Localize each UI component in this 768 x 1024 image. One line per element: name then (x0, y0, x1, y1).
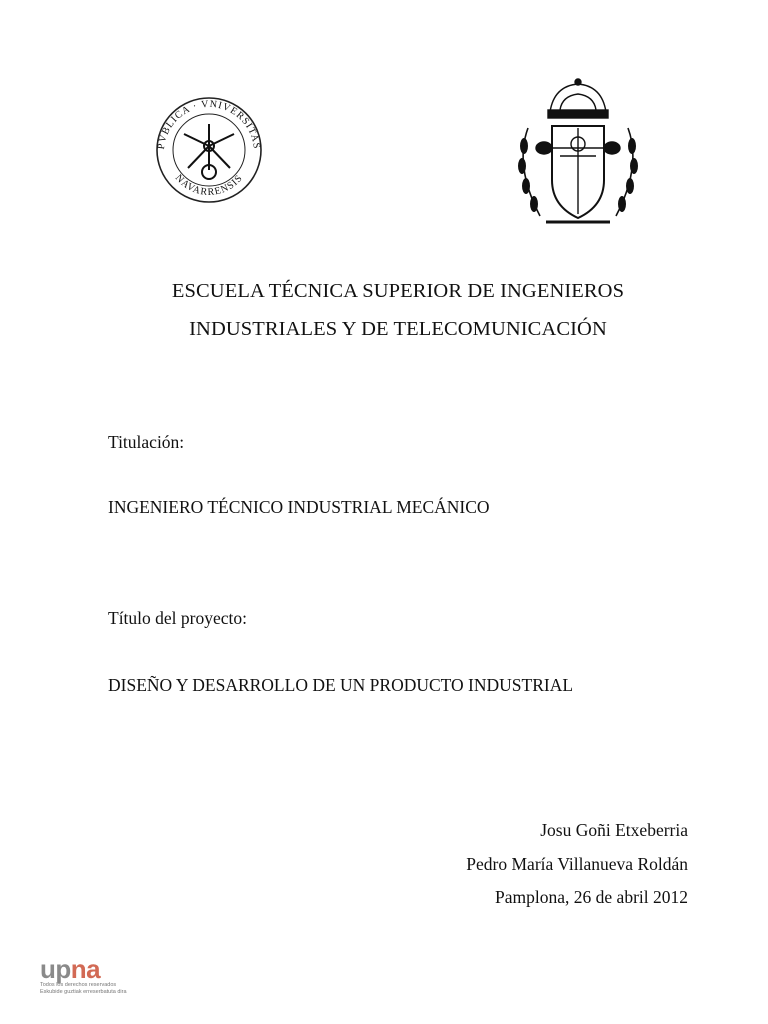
engineering-coat-of-arms (510, 76, 646, 234)
school-name-line-2: INDUSTRIALES Y DE TELECOMUNICACIÓN (189, 318, 607, 340)
upna-university-seal (148, 96, 270, 204)
upna-wordmark (40, 956, 150, 982)
svg-text:PVBLICA · VNIVERSITAS: PVBLICA · VNIVERSITAS (156, 98, 262, 150)
rights-reserved-eu: Eskubide guztiak erreserbatuta dira (40, 988, 127, 995)
project-title-label: Título del proyecto: (108, 608, 247, 628)
degree-value: INGENIERO TÉCNICO INDUSTRIAL MECÁNICO (108, 497, 490, 517)
upna-wordmark-na: na (70, 954, 101, 984)
project-title-value: DISEÑO Y DESARROLLO DE UN PRODUCTO INDUSTRIAL (108, 675, 574, 695)
school-name-line-1: ESCUELA TÉCNICA SUPERIOR DE INGENIEROS (171, 280, 625, 302)
svg-text:NAVARRENSIS: NAVARRENSIS (172, 172, 246, 199)
upna-wordmark-up: up (40, 954, 71, 984)
place-and-date: Pamplona, 26 de abril 2012 (495, 887, 688, 907)
director-name: Pedro María Villanueva Roldán (466, 854, 688, 874)
student-name: Josu Goñi Etxeberria (540, 820, 688, 840)
rights-reserved-es: Todos los derechos reservados (40, 982, 117, 988)
upna-watermark-logo (40, 956, 150, 1002)
degree-label: Titulación: (108, 432, 185, 452)
